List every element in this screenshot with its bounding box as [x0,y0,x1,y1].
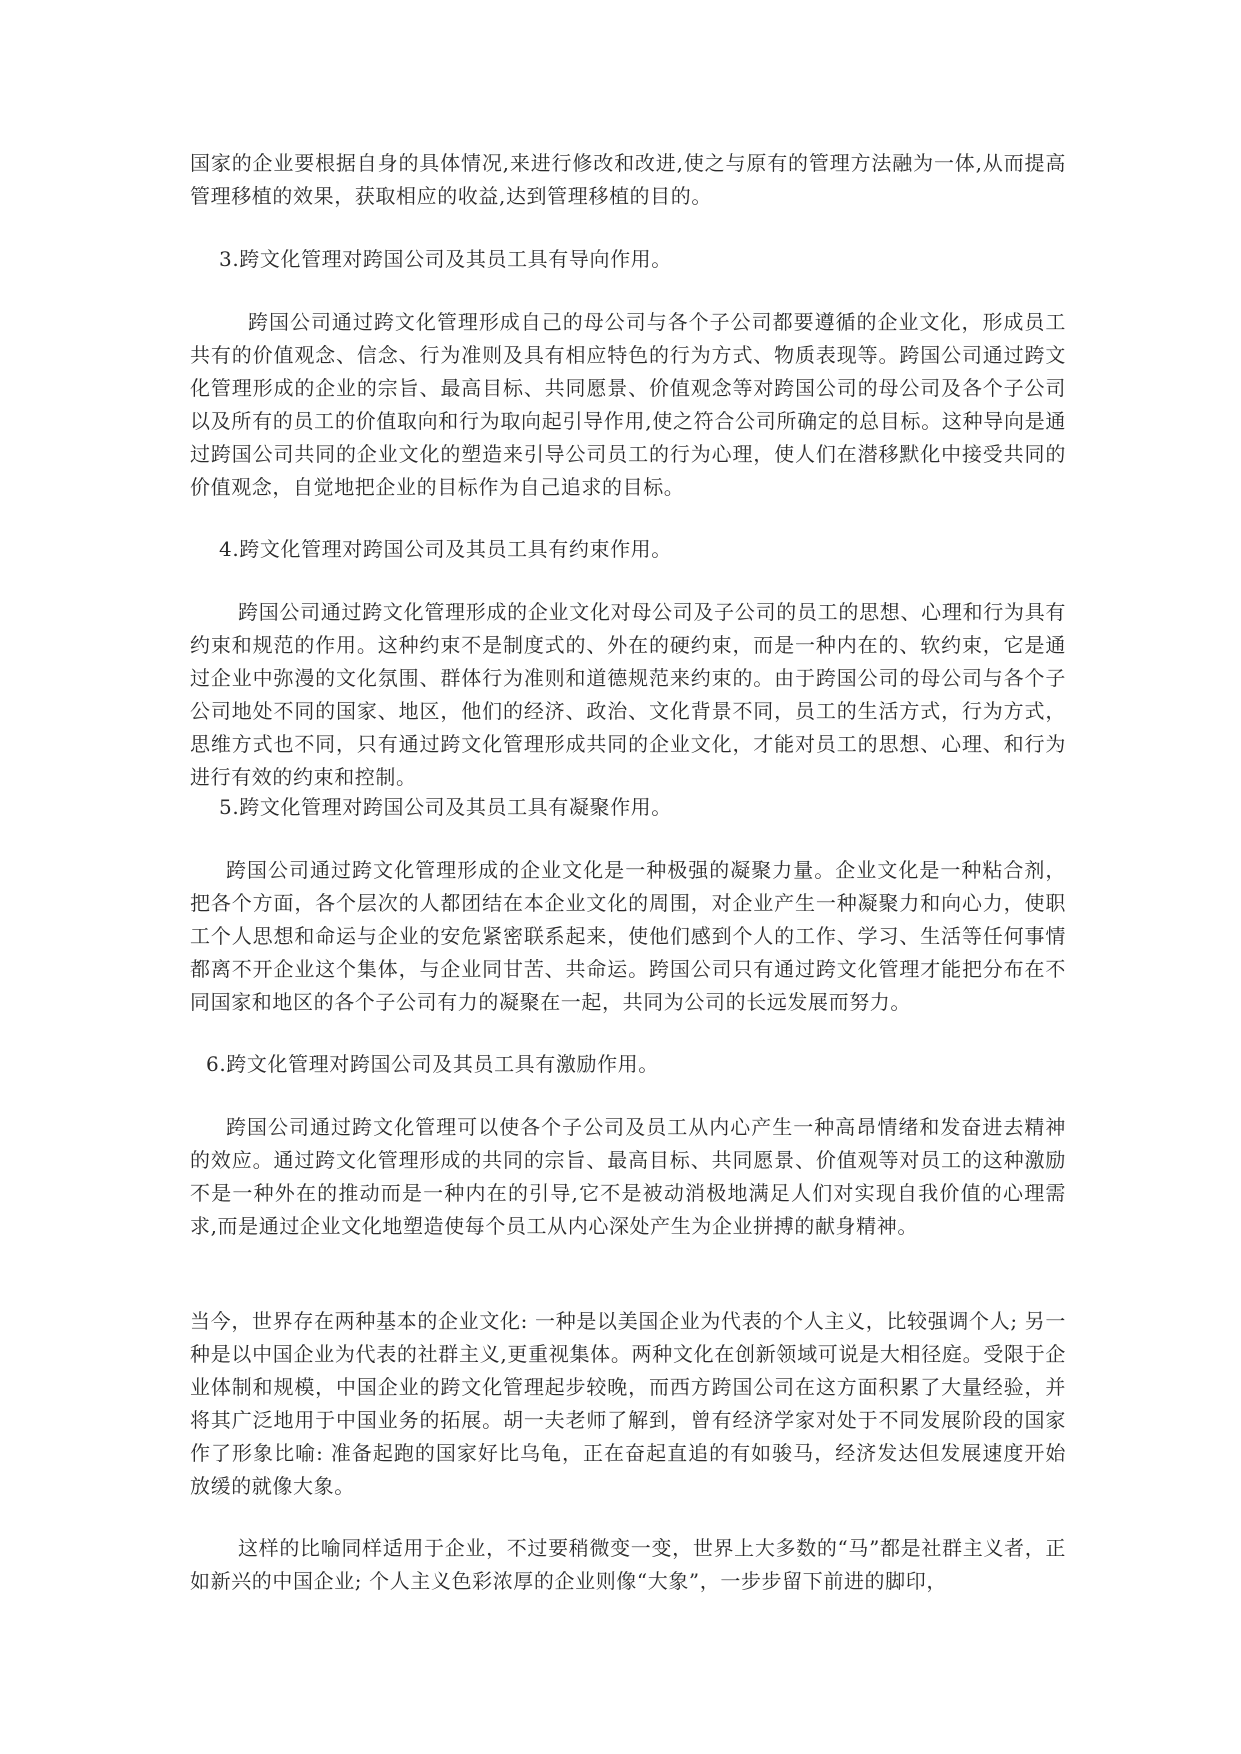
section-heading-3: 3.跨文化管理对跨国公司及其员工具有导向作用。 [219,247,672,271]
paragraph-analogy: 这样的比喻同样适用于企业，不过要稍微变一变，世界上大多数的“马”都是社群主义者，正如新兴的中国企业; 个人主义色彩浓厚的企业则像“大象”，一步步留下前进的脚印， [190,1536,1066,1593]
section-heading-4: 4.跨文化管理对跨国公司及其员工具有约束作用。 [219,537,672,561]
paragraph-two-cultures: 当今，世界存在两种基本的企业文化: 一种是以美国企业为代表的个人主义，比较强调个人; 另一种是以中国企业为代表的社群主义,更重视集体。两种文化在创新领域可说是大相径庭。受限于企业体制和规模，中国企业的跨文化管理起步较晚，而西方跨国公司在这方面积累了大量经验，并将其广泛地用于中国业务的拓展。胡一夫老师了解到，曾有经济学家对处于不同发展阶段的国家作了形象比喻: 准备起跑的国家好比乌龟，正在奋起直追的有如骏马，经济发达但发展速度开始放缓的就像大象。 [190,1309,1066,1498]
paragraph-intro-continuation: 国家的企业要根据自身的具体情况,来进行修改和改进,使之与原有的管理方法融为一体,从而提高管理移植的效果，获取相应的收益,达到管理移植的目的。 [190,151,1066,208]
paragraph-constraint: 跨国公司通过跨文化管理形成的企业文化对母公司及子公司的员工的思想、心理和行为具有约束和规范的作用。这种约束不是制度式的、外在的硬约束，而是一种内在的、软约束，它是通过企业中弥漫的文化氛围、群体行为准则和道德规范来约束的。由于跨国公司的母公司与各个子公司地处不同的国家、地区，他们的经济、政治、文化背景不同，员工的生活方式，行为方式，思维方式也不同，只有通过跨文化管理形成共同的企业文化，才能对员工的思想、心理、和行为进行有效的约束和控制。 [190,600,1066,789]
paragraph-guidance: 跨国公司通过跨文化管理形成自己的母公司与各个子公司都要遵循的企业文化，形成员工共有的价值观念、信念、行为准则及具有相应特色的行为方式、物质表现等。跨国公司通过跨文化管理形成的企业的宗旨、最高目标、共同愿景、价值观念等对跨国公司的母公司及各个子公司以及所有的员工的价值取向和行为取向起引导作用,使之符合公司所确定的总目标。这种导向是通过跨国公司共同的企业文化的塑造来引导公司员工的行为心理，使人们在潜移默化中接受共同的价值观念，自觉地把企业的目标作为自己追求的目标。 [190,310,1066,499]
section-heading-5: 5.跨文化管理对跨国公司及其员工具有凝聚作用。 [219,795,672,819]
paragraph-cohesion: 跨国公司通过跨文化管理形成的企业文化是一种极强的凝聚力量。企业文化是一种粘合剂，把各个方面，各个层次的人都团结在本企业文化的周围，对企业产生一种凝聚力和向心力，使职工个人思想和命运与企业的安危紧密联系起来，使他们感到个人的工作、学习、生活等任何事情都离不开企业这个集体，与企业同甘苦、共命运。跨国公司只有通过跨文化管理才能把分布在不同国家和地区的各个子公司有力的凝聚在一起，共同为公司的长远发展而努力。 [190,858,1066,1014]
paragraph-motivation: 跨国公司通过跨文化管理可以使各个子公司及员工从内心产生一种高昂情绪和发奋进去精神的效应。通过跨文化管理形成的共同的宗旨、最高目标、共同愿景、价值观等对员工的这种激励不是一种外在的推动而是一种内在的引导,它不是被动消极地满足人们对实现自我价值的心理需求,而是通过企业文化地塑造使每个员工从内心深处产生为企业拼搏的献身精神。 [190,1115,1066,1238]
section-heading-6: 6.跨文化管理对跨国公司及其员工具有激励作用。 [206,1052,659,1076]
